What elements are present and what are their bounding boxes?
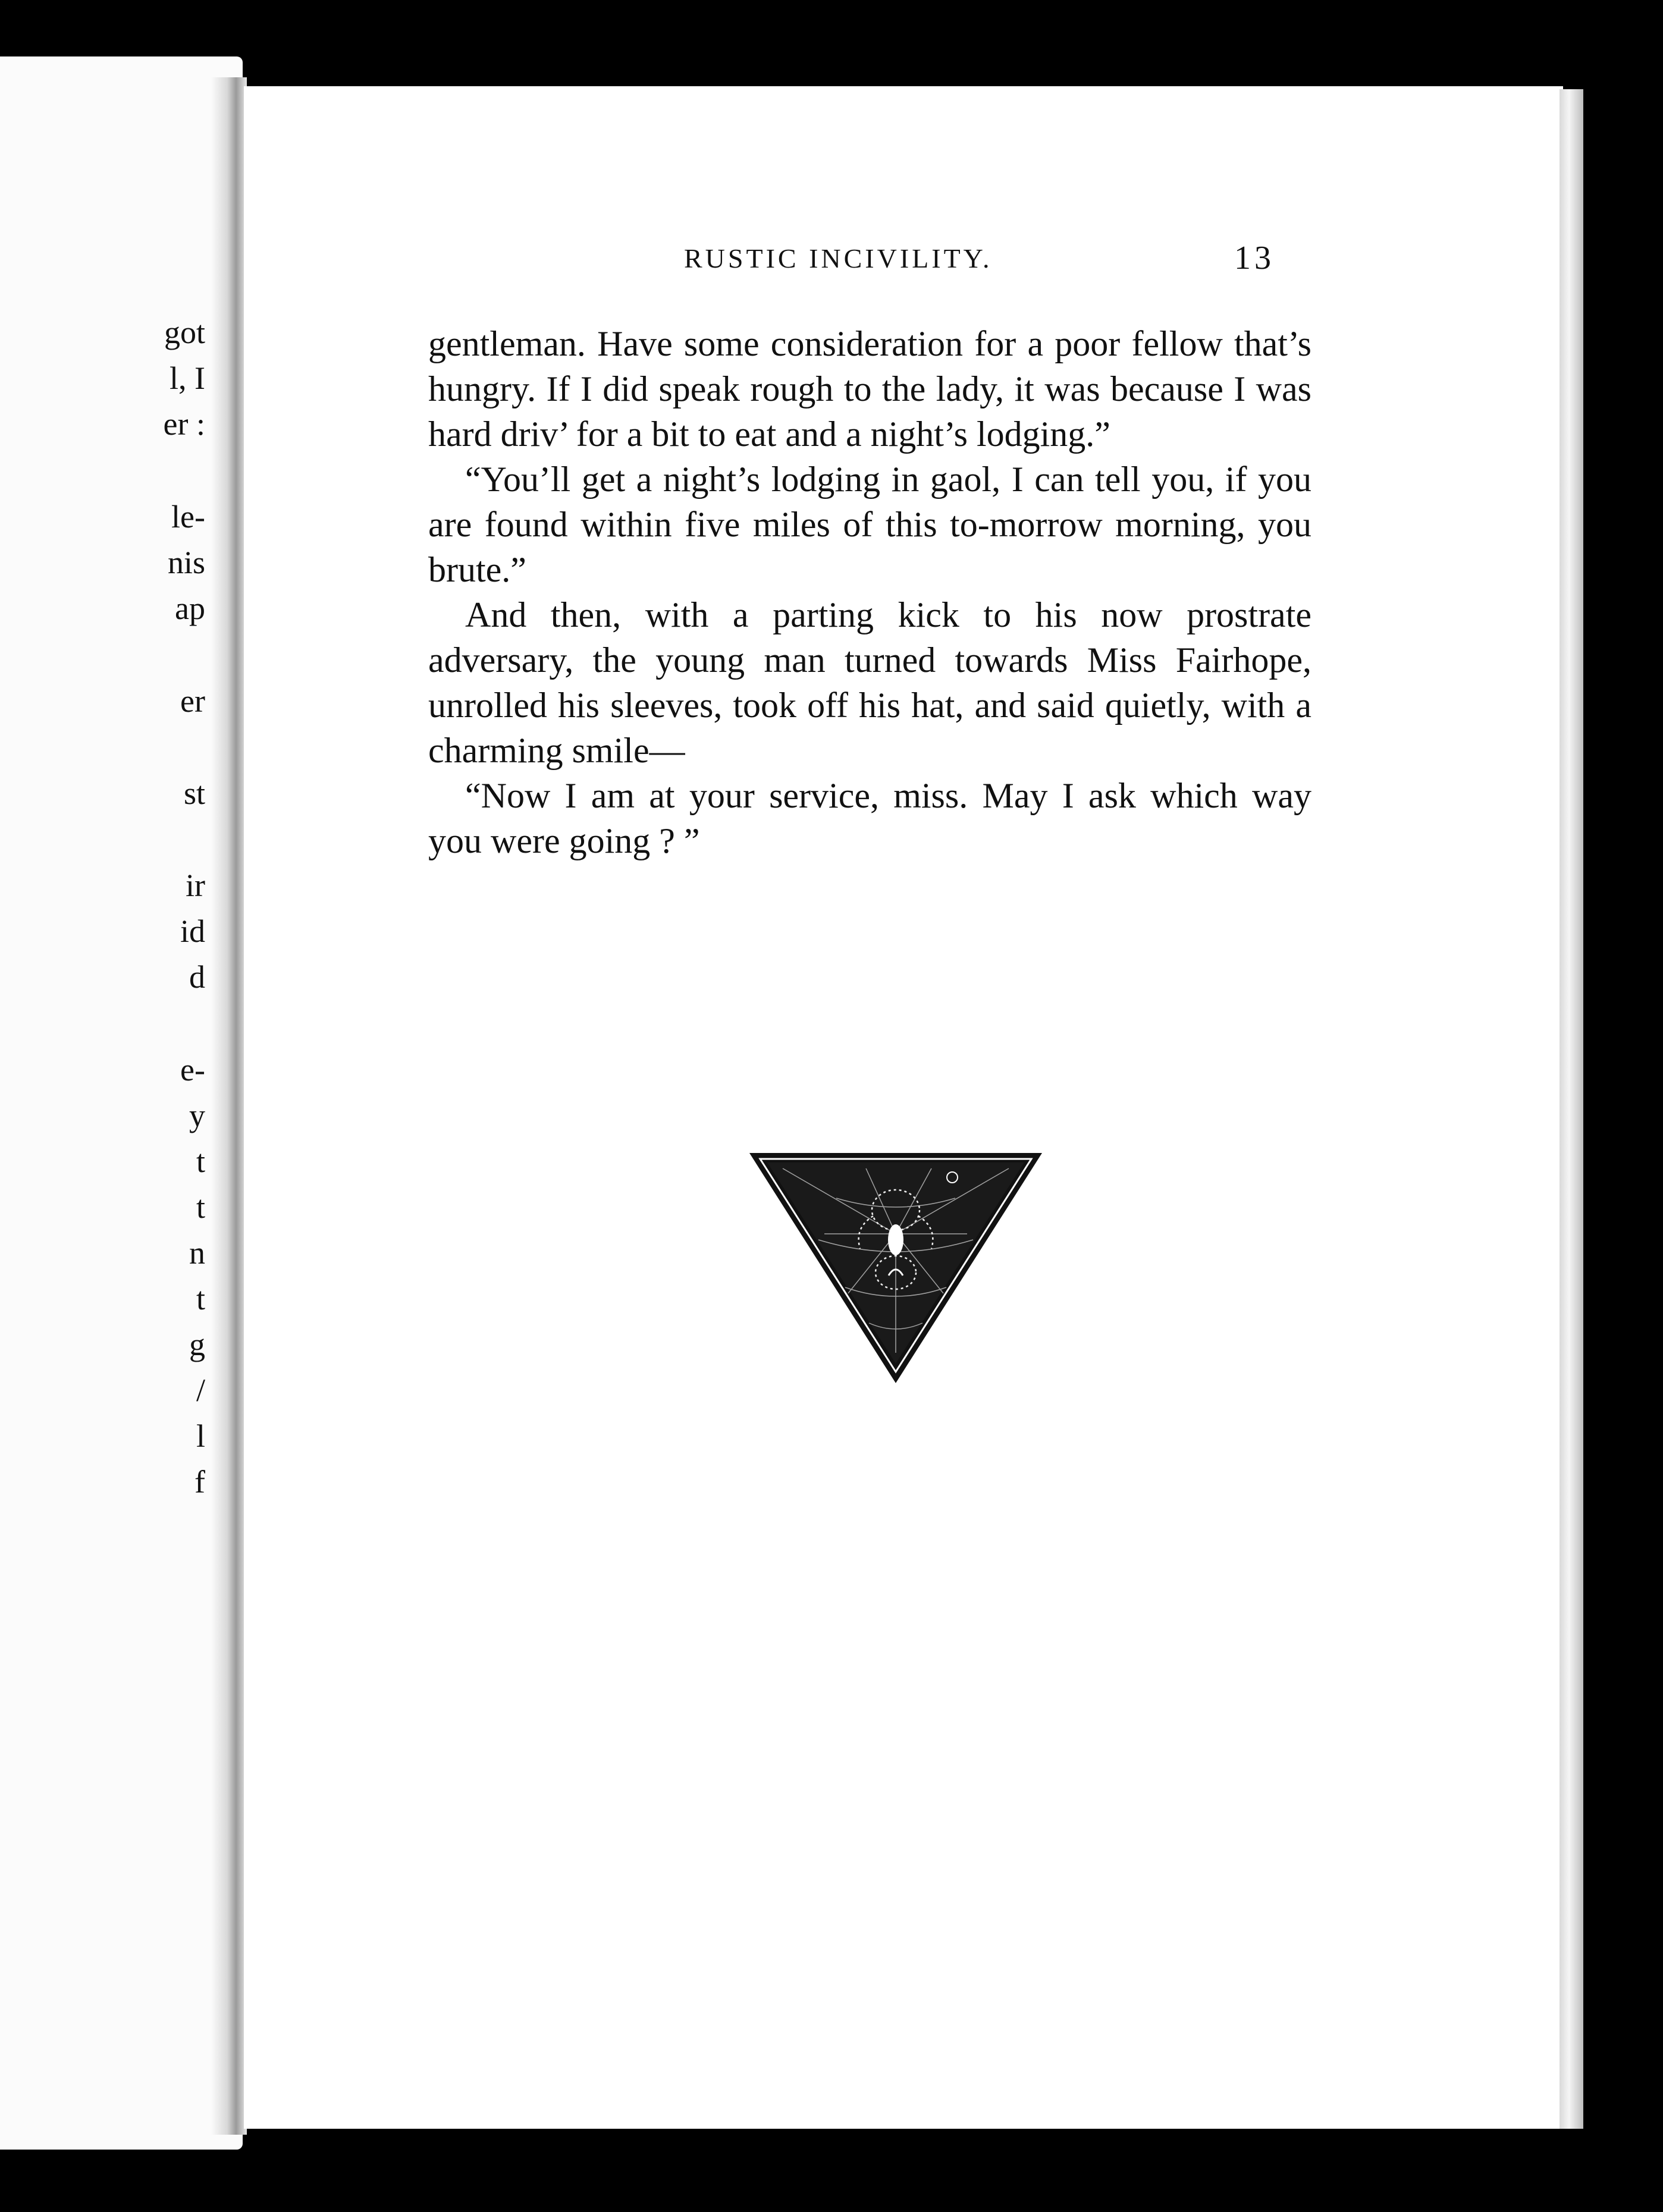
left-fragment: / (196, 1372, 205, 1408)
left-fragment: t (196, 1189, 205, 1225)
left-fragment: got (164, 315, 205, 350)
left-fragment: d (189, 959, 205, 995)
paragraph: “You’ll get a night’s lodging in gaol, I can tell you, if you are found within five miles of this to-morrow morning, you brute.” (428, 460, 1311, 589)
left-fragment: er : (163, 406, 205, 442)
left-fragment: l, I (170, 360, 205, 396)
paragraph: And then, with a parting kick to his now prostrate adversary, the young man turned towards Miss Fairhope, unrolled his sleeves, took off his hat, and said quietly, with a charming smile— (428, 595, 1311, 770)
left-fragment: l (196, 1418, 205, 1454)
left-fragment: g (189, 1327, 205, 1362)
paragraph: gentleman. Have some consideration for a poor fellow that’s hungry. If I did speak rough to the lady, it was because I was hard driv’ for a bit to eat and a night’s lodging.” (428, 324, 1311, 454)
running-head: RUSTIC INCIVILITY. (684, 243, 993, 274)
spider-triangle-icon (747, 1151, 1044, 1385)
left-page (0, 56, 243, 2150)
left-fragment: t (196, 1281, 205, 1316)
left-fragment: nis (167, 545, 205, 580)
left-fragment: f (194, 1464, 205, 1500)
left-fragment: le- (171, 499, 205, 535)
paragraph: “Now I am at your service, miss. May I ask which way you were going ? ” (428, 776, 1311, 860)
left-fragment: ap (175, 590, 205, 626)
left-fragment: t (196, 1143, 205, 1179)
left-fragment: st (183, 775, 205, 811)
left-fragment: id (180, 913, 205, 949)
book-gutter (211, 77, 247, 2135)
left-fragment: y (189, 1098, 205, 1133)
left-fragment: ir (186, 868, 205, 903)
page-edge (1560, 89, 1583, 2129)
left-fragment: er (180, 683, 205, 719)
page-number: 13 (1234, 240, 1275, 276)
left-fragment: n (189, 1235, 205, 1271)
body-text (428, 321, 1311, 863)
left-fragment: e- (180, 1052, 205, 1088)
